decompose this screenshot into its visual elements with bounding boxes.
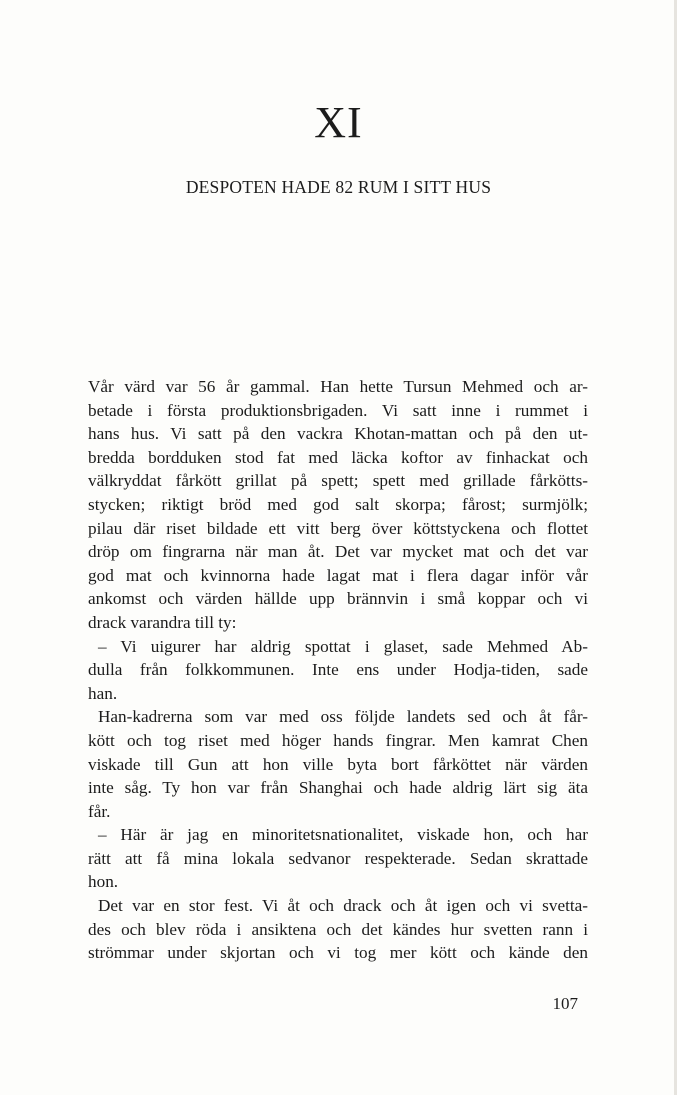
text-line: ankomst och värden hällde upp brännvin i små koppar och vi (88, 589, 588, 609)
text-line: hans hus. Vi satt på den vackra Khotan-mattan och på den ut- (88, 424, 588, 444)
text-line: – Här är jag en minoritetsnationalitet, viskade hon, och har (98, 825, 588, 845)
text-line: han. (88, 683, 118, 703)
text-line: inte såg. Ty hon var från Shanghai och hade aldrig lärt sig äta (88, 778, 588, 798)
text-line: viskade till Gun att hon ville byta bort fårköttet när värden (88, 754, 588, 774)
text-line: får. (88, 801, 111, 821)
text-line: drack varandra till ty: (88, 612, 237, 632)
text-line: kött och tog riset med höger hands fingrar. Men kamrat Chen (88, 730, 588, 750)
page-number: 107 (552, 994, 578, 1013)
body-text (88, 375, 588, 965)
text-line: – Vi uigurer har aldrig spottat i glaset, sade Mehmed Ab- (98, 636, 588, 656)
text-line: Vår värd var 56 år gammal. Han hette Tursun Mehmed och ar- (88, 377, 588, 396)
text-line: hon. (88, 872, 119, 892)
text-line: stycken; riktigt bröd med god salt skorpa; fårost; surmjölk; (88, 494, 588, 514)
chapter-number: XI (314, 98, 363, 147)
text-line: dulla från folkkommunen. Inte ens under Hodja-tiden, sade (88, 660, 588, 680)
text-line: god mat och kvinnorna hade lagat mat i flera dagar inför vår (88, 565, 588, 585)
text-line: välkryddat fårkött grillat på spett; spett med grillade fårkötts- (88, 471, 588, 491)
text-line: bredda bordduken stod fat med läcka koftor av finhackat och (88, 447, 588, 467)
text-line: dröp om fingrarna när man åt. Det var mycket mat och det var (88, 542, 588, 562)
chapter-title: DESPOTEN HADE 82 RUM I SITT HUS (185, 177, 492, 197)
text-line: strömmar under skjortan och vi tog mer kött och kände den (88, 943, 588, 963)
text-line: betade i första produktionsbrigaden. Vi satt inne i rummet i (88, 400, 588, 420)
text-line: Han-kadrerna som var med oss följde landets sed och åt får- (98, 707, 588, 727)
text-line: des och blev röda i ansiktena och det kändes hur svetten rann i (88, 919, 588, 939)
text-line: pilau där riset bildade ett vitt berg över köttstyckena och flottet (88, 518, 588, 538)
text-line: rätt att få mina lokala sedvanor respekterade. Sedan skrattade (88, 848, 588, 868)
text-line: Det var en stor fest. Vi åt och drack och åt igen och vi svetta- (98, 896, 588, 916)
